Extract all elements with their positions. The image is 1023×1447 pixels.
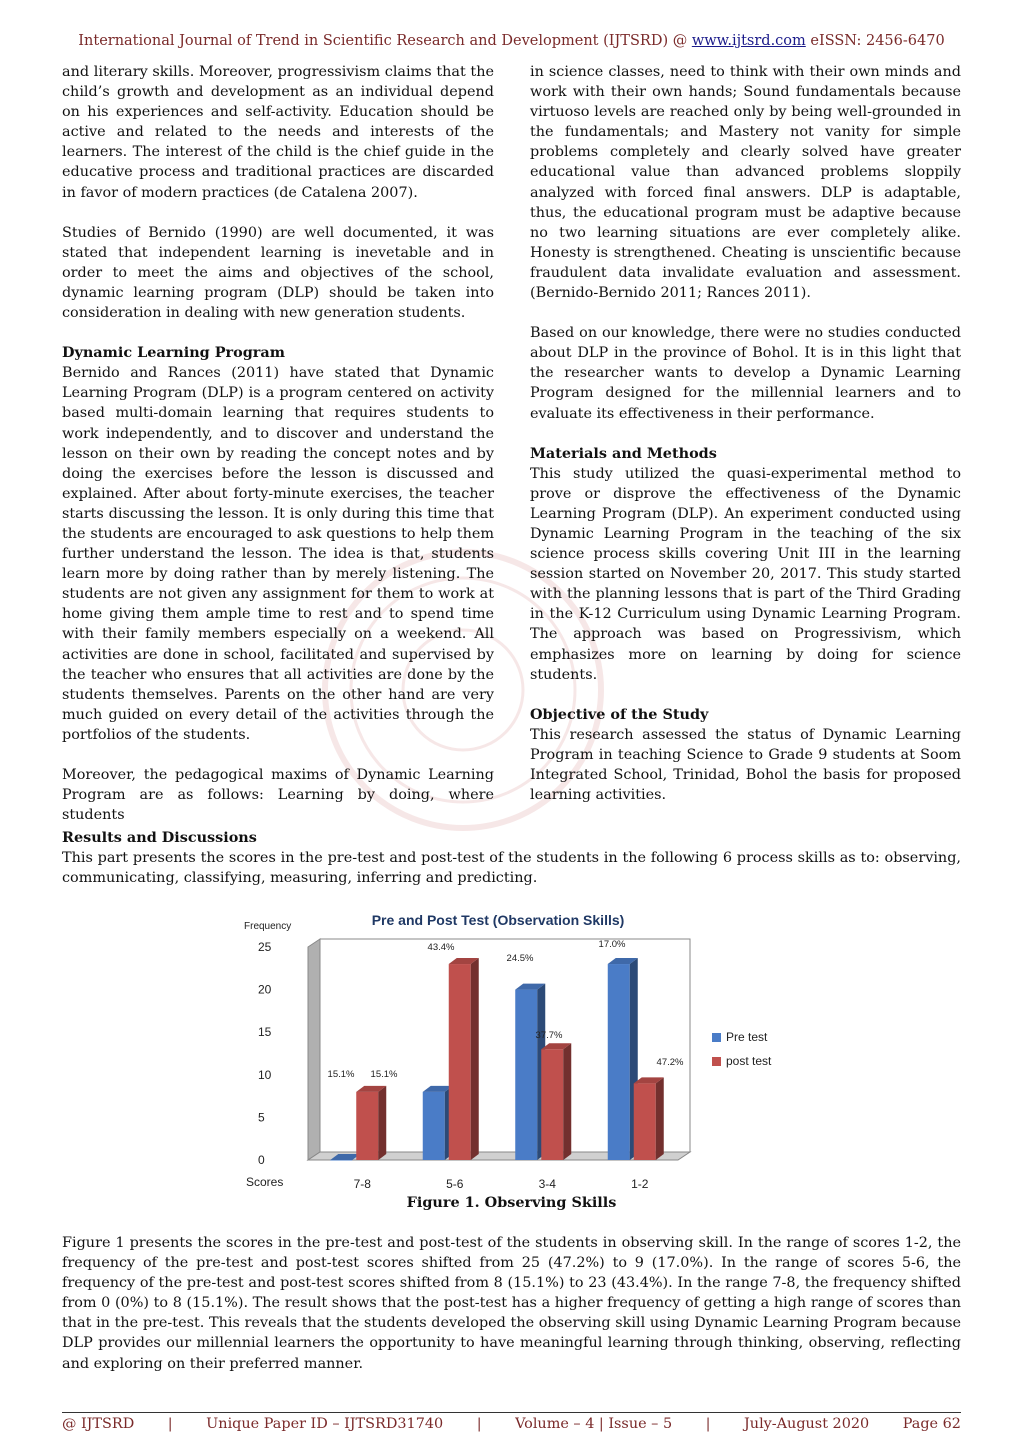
legend-label: post test [726, 1054, 772, 1068]
x-tick-label: 3-4 [538, 1177, 556, 1191]
bar-pre-1-2 [608, 964, 630, 1160]
data-label: 43.4% [427, 942, 455, 953]
y-tick-label: 0 [258, 1153, 265, 1167]
data-label: 24.5% [506, 953, 534, 964]
bar-post-7-8 [356, 1092, 378, 1160]
data-label: 15.1% [327, 1069, 355, 1080]
data-label: 47.2% [656, 1057, 684, 1068]
figure-discussion [62, 1233, 961, 1374]
left-column [62, 62, 494, 845]
paragraph: Bernido and Rances (2011) have stated that Dynamic Learning Program (DLP) is a program centered on activity based multi-domain learning that requires students to work independently, and to discover and understand the lesson on their own by reading the concept notes and by doing the exercises before the lesson is discussed and explained. After about forty-minute exercises, the teacher starts discussing the lesson. It is only during this time that the students are encouraged to ask questions to help them further understand the lesson. The idea is that, students learn more by doing rather than by merely listening. The students are not given any assignment for them to work at home giving them ample time to rest and to spend time with their family members especially on a weekend. All activities are done in school, facilitated and supervised by the teacher who ensures that all activities are done by the students themselves. Parents on the other hand are very much guided on every detail of the activities through the portfolios of the students. [62, 365, 494, 743]
y-tick-label: 25 [258, 940, 272, 954]
bar-side-post-5-6 [471, 958, 479, 1160]
paragraph: This research assessed the status of Dynamic Learning Program in teaching Science to Grade 9 students at Soom Integrated School, Trinidad, Bohol the basis for proposed learning activities. [530, 726, 961, 804]
bar-pre-5-6 [423, 1092, 445, 1160]
journal-link[interactable]: www.ijtsrd.com [691, 33, 806, 49]
footer-separator: | [705, 1416, 711, 1432]
x-tick-label: 7-8 [353, 1177, 371, 1191]
x-axis-label: Scores [246, 1175, 284, 1189]
footer-paper-id: Unique Paper ID – IJTSRD31740 [206, 1416, 444, 1432]
y-tick-label: 15 [258, 1025, 272, 1040]
bar-side-post-3-4 [563, 1043, 571, 1160]
section-heading-results: Results and Discussions [62, 829, 257, 846]
running-header [0, 33, 1023, 49]
x-tick-label: 1-2 [631, 1177, 649, 1191]
bar-side-post-7-8 [378, 1086, 386, 1160]
legend-swatch [712, 1033, 721, 1042]
data-label: 17.0% [598, 939, 626, 950]
paragraph: Figure 1 presents the scores in the pre-test and post-test of the students in observing skill. In the range of scores 1-2, the frequency of the pre-test and post-test scores shifted from 25 (47.2%) to 9 (17.0%). In the range of scores 5-6, the frequency of the pre-test and post-test scores shifted from 8 (15.1%) to 23 (43.4%). In the range 7-8, the frequency shifted from 0 (0%) to 8 (15.1%). The result shows that the post-test has a higher frequency of getting a high range of scores than that in the pre-test. This reveals that the students developed the observing skill using Dynamic Learning Program because DLP provides our millennial learners the opportunity to have meaningful learning through thinking, observing, reflecting and exploring on their preferred manner. [62, 1235, 961, 1372]
paragraph: Based on our knowledge, there were no studies conducted about DLP in the province of Bohol. It is in this light that the researcher wants to develop a Dynamic Learning Program designed for the millennial learners and to evaluate its effectiveness in their performance. [530, 325, 961, 422]
paragraph: This part presents the scores in the pre-test and post-test of the students in the following 6 process skills as to: observing, communicating, classifying, measuring, inferring and predicting. [62, 850, 961, 887]
footer-separator: | [167, 1416, 173, 1432]
footer-date: July-August 2020 [744, 1416, 870, 1432]
data-label: 37.7% [535, 1030, 563, 1041]
bar-chart [238, 905, 798, 1195]
legend-label: Pre test [726, 1030, 768, 1044]
chart-side-wall [308, 939, 320, 1160]
section-heading-objective: Objective of the Study [530, 705, 709, 723]
results-section [62, 828, 961, 888]
figure-caption: Figure 1. Observing Skills [406, 1194, 617, 1211]
legend-swatch [712, 1057, 721, 1066]
page-footer [62, 1412, 961, 1440]
bar-pre-3-4 [515, 990, 537, 1160]
footer-publisher: @ IJTSRD [62, 1416, 135, 1432]
section-heading-dlp: Dynamic Learning Program [62, 344, 285, 362]
paragraph: Moreover, the pedagogical maxims of Dynamic Learning Program are as follows: Learning by doing, where students [62, 767, 494, 824]
y-tick-label: 5 [258, 1110, 265, 1125]
footer-page-number: Page 62 [902, 1416, 961, 1432]
paragraph: in science classes, need to think with their own minds and work with their own hands; Sound fundamentals because virtuoso levels are reached only by being well-grounded in the fundamentals; and Mastery not vanity for simple problems completely and clearly solved have greater educational value than advanced problems sloppily analyzed with forced final answers. DLP is adaptable, thus, the educational program must be adaptive because no two learning situations are ever completely alike. Honesty is strengthened. Cheating is unscientific because fraudulent data invalidate evaluation and assessment. (Bernido-Bernido 2011; Rances 2011). [530, 64, 961, 302]
figure-1-chart [238, 905, 798, 1195]
footer-separator: | [476, 1416, 482, 1432]
bar-side-post-1-2 [656, 1077, 664, 1160]
bar-post-1-2 [634, 1083, 656, 1160]
bar-post-5-6 [449, 964, 471, 1160]
chart-title: Pre and Post Test (Observation Skills) [371, 912, 625, 928]
issn: eISSN: 2456-6470 [805, 33, 945, 49]
footer-volume: Volume – 4 | Issue – 5 [515, 1416, 673, 1432]
y-tick-label: 20 [258, 982, 272, 997]
x-tick-label: 5-6 [446, 1177, 464, 1191]
bar-post-3-4 [541, 1049, 563, 1160]
bar-pre-7-8 [330, 1160, 352, 1161]
right-column [530, 62, 961, 825]
journal-name: International Journal of Trend in Scientific Research and Development (IJTSRD) @ [78, 33, 692, 49]
y-tick-label: 10 [258, 1067, 272, 1082]
data-label: 15.1% [370, 1069, 398, 1080]
paragraph: This study utilized the quasi-experimental method to prove or disprove the effectiveness of the Dynamic Learning Program (DLP). An experiment conducted using Dynamic Learning Program in the teaching of the six science process skills covering Unit III in the learning session started on November 20, 2017. This study started with the planning lessons that is part of the Third Grading in the K-12 Curriculum using Dynamic Learning Program. The approach was based on Progressivism, which emphasizes more on learning by doing for science students. [530, 465, 961, 683]
section-heading-methods: Materials and Methods [530, 444, 717, 462]
paragraph: and literary skills. Moreover, progressivism claims that the child’s growth and development as an individual depend on his experiences and self-activity. Education should be active and related to the needs and interests of the learners. The interest of the child is the chief guide in the educative process and traditional practices are discarded in favor of modern practices (de Catalena 2007). [62, 64, 494, 201]
paragraph: Studies of Bernido (1990) are well documented, it was stated that independent learning is inevetable and in order to meet the aims and objectives of the school, dynamic learning program (DLP) should be taken into consideration in dealing with new generation students. [62, 224, 494, 322]
y-axis-label: Frequency [244, 921, 292, 932]
